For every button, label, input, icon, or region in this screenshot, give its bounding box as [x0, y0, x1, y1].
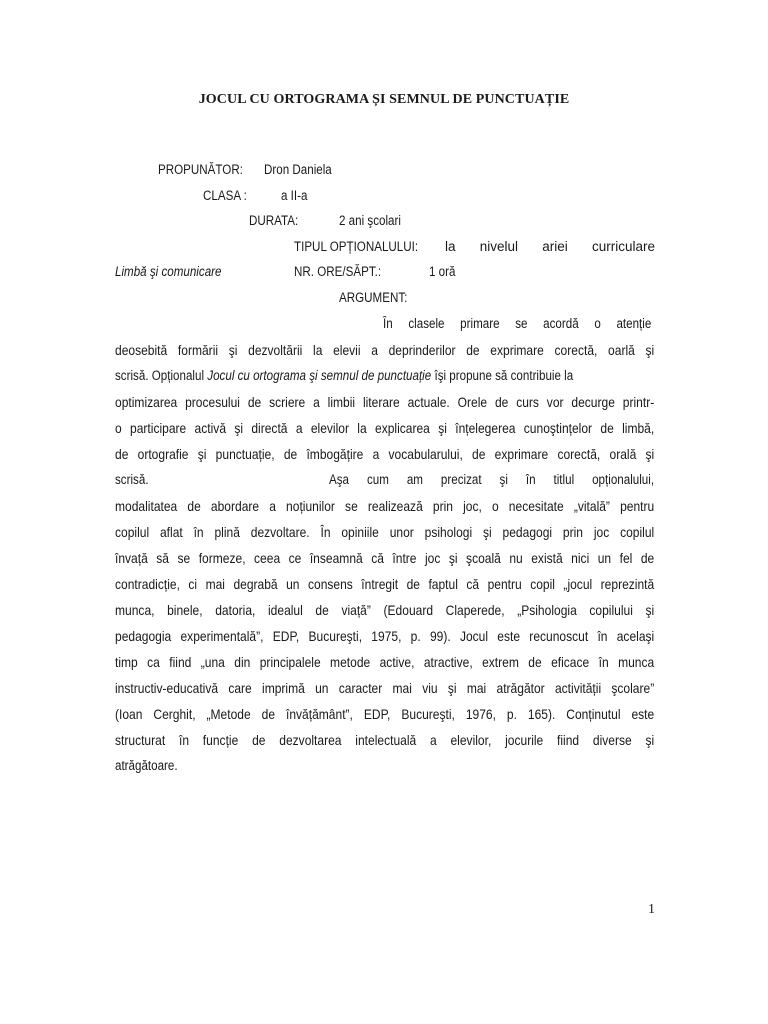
body-line-3-start: scrisă. Opționalul [115, 368, 205, 383]
propunator-value: Dron Daniela [264, 162, 332, 177]
nr-ore-label: NR. ORE/SĂPT.: [294, 264, 382, 279]
body-line-12: munca, binele, datoria, idealul de viață” (Edouard Claperede, „Psihologia copilului şi [115, 602, 655, 618]
page-number: 1 [648, 902, 655, 917]
body-line-1: În clasele primare se acordă o atenție [383, 316, 652, 331]
body-line-6: de ortografie şi punctuație, de îmbogățire a vocabularului, de exprimare corectă, orală şi [115, 446, 655, 462]
clasa-value: a II-a [281, 188, 308, 203]
body-line-15: instructiv-educativă care imprimă un caracter mai viu şi mai atrăgător activității şcolare” [115, 680, 655, 696]
tipul-optionalului-label: TIPUL OPȚIONALULUI: [294, 239, 419, 254]
optional-title-italic: Jocul cu ortograma şi semnul de punctuație [207, 368, 432, 383]
document-title: JOCUL CU ORTOGRAMA ȘI SEMNUL DE PUNCTUAȚIE [198, 92, 570, 107]
arie-curriculara: Limbă şi comunicare [115, 264, 222, 279]
tipul-optionalului-value: la nivelul ariei curriculare [445, 239, 655, 254]
body-line-11: contradicție, ci mai degrabă un consens întregit de faptul că pentru copil „jocul reprezintă [115, 576, 655, 592]
body-line-4: optimizarea procesului de scriere a limbii literare actuale. Orele de curs vor decurge printr- [115, 394, 655, 410]
body-line-16: (Ioan Cerghit, „Metode de învățământ”, EDP, Bucureşti, 1976, p. 165). Conținutul este [115, 706, 655, 722]
nr-ore-value: 1 oră [429, 264, 456, 279]
body-line-10: învață să se formeze, ceea ce înseamnă că între joc şi şcoală nu există nici un fel de [115, 550, 655, 566]
body-line-3-end: îşi propune să contribuie la [434, 368, 574, 383]
body-line-17: structurat în funcție de dezvoltarea intelectuală a elevilor, jocurile fiind diverse şi [115, 732, 655, 748]
body-line-8: modalitatea de abordare a noțiunilor se realizează prin joc, o necesitate „vitală” pentru [115, 498, 655, 514]
durata-value: 2 ani şcolari [339, 213, 401, 228]
body-line-2: deosebită formării şi dezvoltării la elevii a deprinderilor de exprimare corectă, oarlă şi [115, 342, 655, 358]
body-line-3 [115, 368, 573, 383]
body-line-5: o participare activă şi directă a elevilor la explicarea şi înțelegerea cunoştințelor de limbă, [115, 420, 655, 436]
body-line-14: timp ca fiind „una din principalele metode active, atractive, extrem de eficace în munca [115, 654, 655, 670]
clasa-label: CLASA : [203, 188, 247, 203]
body-line-7-start: scrisă. [115, 472, 149, 487]
propunator-label: PROPUNĂTOR: [158, 162, 243, 177]
body-line-7-end: Aşa cum am precizat şi în titlul opționalului, [329, 472, 655, 487]
body-line-9: copilul aflat în plină dezvoltare. În opiniile unor psihologi şi pedagogi prin joc copilul [115, 524, 655, 540]
argument-heading: ARGUMENT: [339, 290, 408, 305]
durata-label: DURATA: [249, 213, 299, 228]
body-line-13: pedagogia experimentală”, EDP, Bucureşti, 1975, p. 99). Jocul este recunoscut în acelaşi [115, 628, 655, 644]
body-line-18: atrăgătoare. [115, 758, 178, 773]
